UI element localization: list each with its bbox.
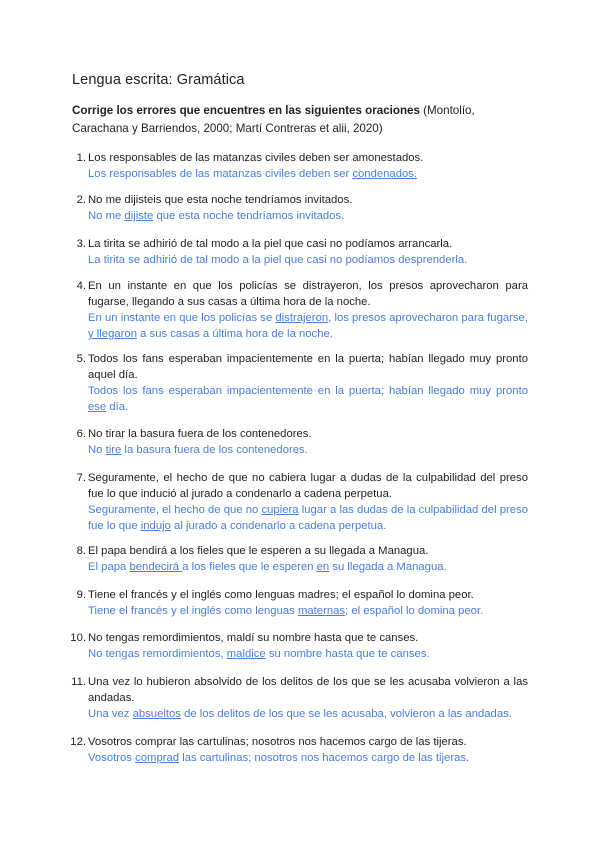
- correction-text: No me: [88, 210, 125, 222]
- list-item: [76, 426, 528, 458]
- item-correction: [88, 750, 528, 766]
- correction-text: ; el español lo domina peor.: [345, 605, 484, 617]
- list-item: [71, 674, 528, 722]
- corrected-word: y llegaron: [88, 328, 137, 340]
- correction-text: a los fieles que le esperen: [182, 561, 317, 573]
- correction-text: Una vez: [88, 708, 133, 720]
- list-item: [76, 150, 528, 182]
- list-item: [70, 630, 528, 662]
- corrected-word: condenados.: [352, 168, 418, 180]
- item-original: Una vez lo hubieron absolvido de los delitos de los que se les acusaba volvieron a las andadas.: [88, 676, 528, 704]
- item-original: En un instante en que los policías se distrayeron, los presos aprovecharon para fugarse, llegando a sus casas a última hora de la noche.: [88, 280, 528, 308]
- item-correction: [88, 252, 528, 268]
- correction-text: a sus casas a última hora de la noche.: [136, 328, 333, 340]
- item-original: El papa bendirá a los fieles que le esperen a su llegada a Managua.: [88, 545, 429, 557]
- item-original: No tengas remordimientos, maldí su nombre hasta que te canses.: [88, 632, 419, 644]
- correction-text: Todos los fans esperaban impacientemente en la puerta; habían llegado muy pronto: [88, 385, 528, 397]
- item-correction: [88, 442, 528, 458]
- item-original: La tirita se adhirió de tal modo a la piel que casi no podíamos arrancarla.: [88, 238, 453, 250]
- item-number: 9.: [76, 589, 86, 601]
- correction-text: Vosotros: [88, 752, 136, 764]
- corrected-word: bendecirá: [129, 561, 183, 573]
- item-correction: [88, 706, 528, 722]
- corrected-word: comprad: [135, 752, 180, 764]
- correction-text: las cartulinas; nosotros nos hacemos cargo de las tijeras.: [179, 752, 470, 764]
- list-item: [76, 587, 528, 619]
- item-number: 11.: [71, 676, 86, 688]
- item-number: 10.: [70, 632, 86, 644]
- correction-text: de los delitos de los que se les acusaba, volvieron a las andadas.: [180, 708, 512, 720]
- corrected-word: maldice: [226, 648, 266, 660]
- item-original: Todos los fans esperaban impacientemente en la puerta; habían llegado muy pronto aquel día.: [88, 353, 528, 381]
- correction-text: No tengas remordimientos,: [88, 648, 227, 660]
- list-item: [76, 236, 528, 268]
- list-item: [70, 734, 528, 766]
- item-correction: [88, 502, 528, 534]
- correction-text: día.: [106, 401, 129, 413]
- item-correction: [88, 646, 528, 662]
- correction-text: Tiene el francés y el inglés como lenguas: [88, 605, 298, 617]
- item-number: 2.: [76, 194, 86, 206]
- item-correction: [88, 603, 528, 619]
- item-number: 5.: [76, 353, 86, 365]
- list-item: [76, 192, 528, 224]
- corrected-word: maternas: [297, 605, 346, 617]
- correction-text: En un instante en que los policías se: [88, 312, 276, 324]
- corrected-word: en: [316, 561, 330, 573]
- item-correction: [88, 208, 528, 224]
- item-original: Tiene el francés y el inglés como lenguas madres; el español lo domina peor.: [88, 589, 474, 601]
- item-number: 12.: [70, 736, 86, 748]
- corrected-word: cupiera: [261, 504, 299, 516]
- item-original: Vosotros comprar las cartulinas; nosotros nos hacemos cargo de las tijeras.: [88, 736, 467, 748]
- item-number: 3.: [76, 238, 86, 250]
- correction-text: la basura fuera de los contenedores.: [121, 444, 308, 456]
- item-correction: [88, 310, 528, 342]
- correction-text: su llegada a Managua.: [329, 561, 447, 573]
- correction-text: su nombre hasta que te canses.: [265, 648, 430, 660]
- correction-text: El papa: [88, 561, 130, 573]
- correction-text: que esta noche tendríamos invitados.: [153, 210, 345, 222]
- instructions-citation: (Montolío, Carachana y Barriendos, 2000; Martí Contreras et alii, 2020): [72, 104, 475, 135]
- list-item: [76, 470, 528, 534]
- item-number: 8.: [76, 545, 86, 557]
- page-title: Lengua escrita: Gramática: [72, 72, 245, 88]
- list-item: [76, 543, 528, 575]
- item-original: No me dijisteis que esta noche tendríamos invitados.: [88, 194, 353, 206]
- instructions-bold: Corrige los errores que encuentres en las siguientes oraciones: [72, 104, 420, 117]
- corrected-word: tire: [105, 444, 122, 456]
- correction-text: La tirita se adhirió de tal modo a la piel que casi no podíamos desprenderla.: [88, 254, 468, 266]
- item-number: 4.: [76, 280, 86, 292]
- item-correction: [88, 559, 528, 575]
- item-correction: [88, 166, 528, 182]
- item-original: No tirar la basura fuera de los contenedores.: [88, 428, 312, 440]
- corrected-word: absueltos: [132, 708, 181, 720]
- list-item: [76, 351, 528, 415]
- correction-text: Seguramente, el hecho de que no: [88, 504, 262, 516]
- item-original: Los responsables de las matanzas civiles deben ser amonestados.: [88, 152, 424, 164]
- corrected-word: indujo: [140, 520, 171, 532]
- item-number: 6.: [76, 428, 86, 440]
- corrected-word: distrajeron: [275, 312, 329, 324]
- correction-text: Los responsables de las matanzas civiles deben ser: [88, 168, 353, 180]
- correction-text: al jurado a condenarlo a cadena perpetua.: [170, 520, 387, 532]
- item-number: 1.: [76, 152, 86, 164]
- correction-text: , los presos aprovecharon para fugarse,: [328, 312, 528, 324]
- item-original: Seguramente, el hecho de que no cabiera lugar a dudas de la culpabilidad del preso fue lo que indució al jurado a condenarlo a cadena perpetua.: [88, 472, 528, 500]
- corrected-word: dijiste: [124, 210, 154, 222]
- item-number: 7.: [76, 472, 86, 484]
- list-item: [76, 278, 528, 342]
- correction-text: No: [88, 444, 106, 456]
- item-correction: [88, 383, 528, 415]
- correction-text: lugar a las dudas de la culpabilidad del preso fue lo que: [88, 504, 528, 532]
- corrected-word: ese: [88, 401, 107, 413]
